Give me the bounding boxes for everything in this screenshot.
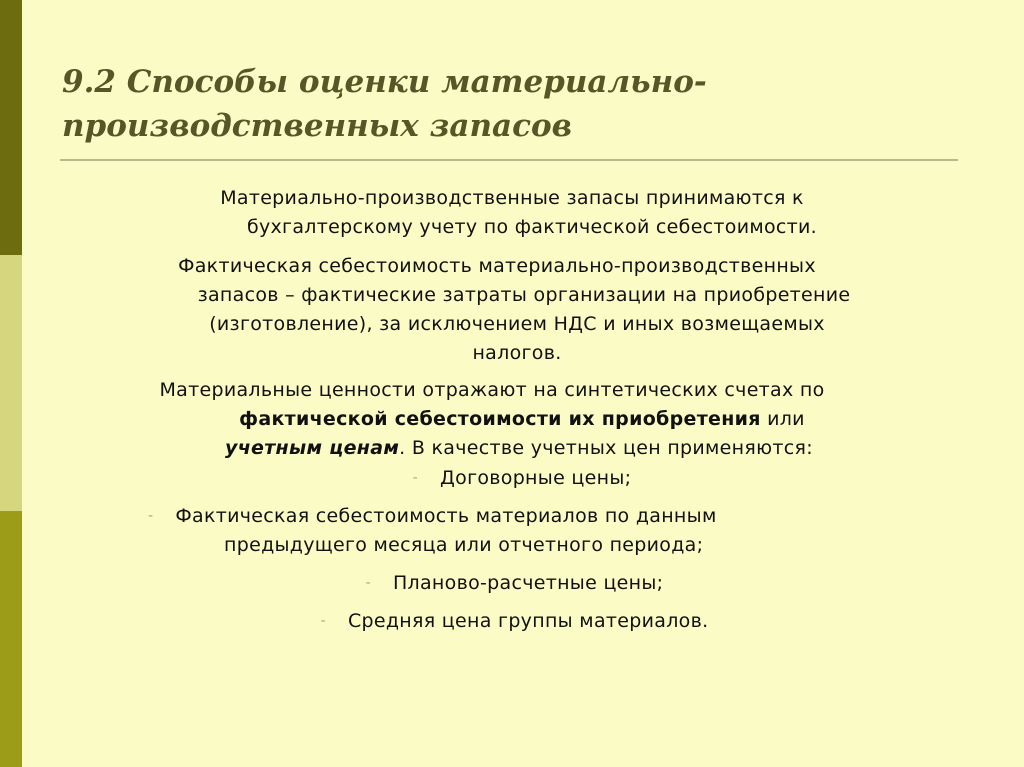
paragraph-2 bbox=[0, 252, 1024, 368]
paragraph-3-line-2-rest: или bbox=[760, 408, 805, 430]
list-item bbox=[0, 607, 1024, 636]
list-item-text: Планово-расчетные цены; bbox=[392, 572, 664, 594]
paragraph-3-line-2 bbox=[0, 405, 1024, 434]
paragraph-3 bbox=[0, 376, 1024, 463]
slide-title bbox=[62, 60, 942, 148]
paragraph-1-line-2: бухгалтерскому учету по фактической себестоимости. bbox=[246, 216, 818, 238]
paragraph-2-line-4: налогов. bbox=[472, 342, 562, 364]
list-marker: - bbox=[148, 508, 154, 524]
emphasis-actual-cost: фактической себестоимости их приобретения bbox=[239, 408, 761, 430]
paragraph-3-line-3-rest: . В качестве учетных цен применяются: bbox=[399, 437, 813, 459]
list-marker: - bbox=[365, 575, 371, 591]
paragraph-2-line-2: запасов – фактические затраты организации на приобретение bbox=[197, 284, 851, 306]
list-item bbox=[0, 569, 1024, 598]
list-item-text: Фактическая себестоимость материалов по данным bbox=[175, 505, 717, 527]
slide-body bbox=[0, 184, 1024, 645]
paragraph-3-line-1: Материальные ценности отражают на синтетических счетах по bbox=[159, 379, 825, 401]
list-item-text: Договорные цены; bbox=[440, 467, 632, 489]
title-divider bbox=[60, 159, 958, 161]
title-line-1: 9.2 Способы оценки материально- bbox=[62, 64, 707, 100]
list-marker: - bbox=[320, 613, 326, 629]
list-marker: - bbox=[412, 470, 418, 486]
paragraph-1 bbox=[0, 184, 1024, 242]
paragraph-1-line-1: Материально-производственные запасы принимаются к bbox=[220, 187, 804, 209]
list-item bbox=[0, 502, 1024, 560]
list-item bbox=[0, 464, 1024, 493]
paragraph-2-line-1: Фактическая себестоимость материально-производственных bbox=[178, 255, 816, 277]
list-item-text-continued: предыдущего месяца или отчетного периода; bbox=[224, 534, 704, 556]
emphasis-accounting-prices: учетным ценам bbox=[225, 437, 400, 459]
list-item-text: Средняя цена группы материалов. bbox=[347, 610, 709, 632]
price-list bbox=[0, 464, 1024, 636]
title-line-2: производственных запасов bbox=[62, 108, 572, 144]
paragraph-3-line-3 bbox=[0, 434, 1024, 463]
paragraph-2-line-3: (изготовление), за исключением НДС и иных возмещаемых bbox=[209, 313, 825, 335]
